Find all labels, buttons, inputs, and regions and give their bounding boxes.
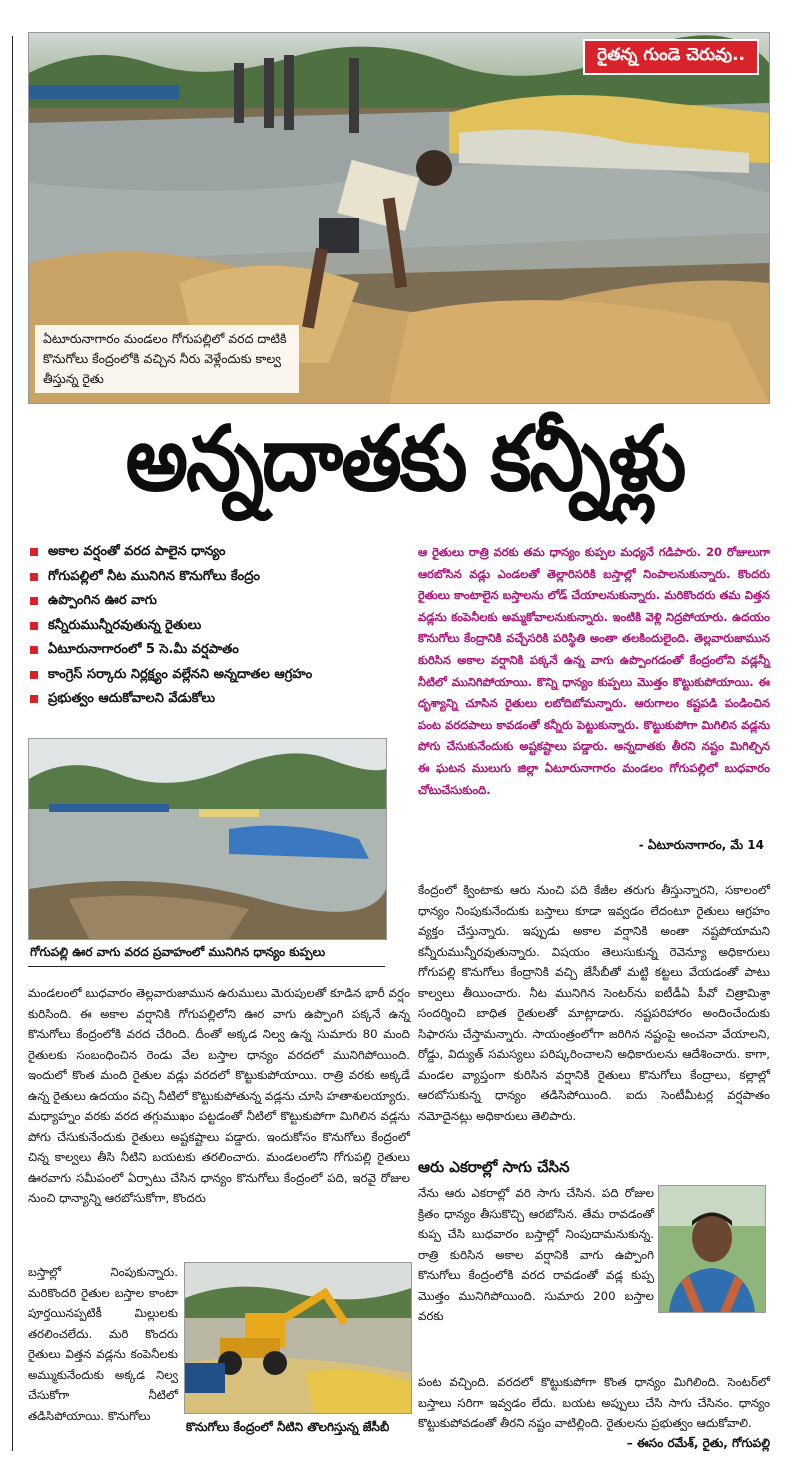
farmer-quote-heading: ఆరు ఎకరాల్లో సాగు చేసిన	[418, 1158, 570, 1176]
highlight-item: ఉప్పొంగిన ఊర వాగు	[28, 589, 413, 614]
top-photo	[28, 32, 770, 404]
highlight-item: అకాల వర్షంతో వరద పాలైన ధాన్యం	[28, 540, 413, 565]
flood-photo-caption: గోగుపల్లి ఊర వాగు వరద ప్రవాహంలో మునిగిన ధాన్యం కుప్పలు	[30, 945, 326, 959]
farmer-signature: – ఈసం రమేశ్, రైతు, గోగుపల్లి	[626, 1436, 770, 1450]
body-paragraph-left: మండలంలో బుధవారం తెల్లవారుజామున ఉరుములు మెరుపులతో కూడిన భారీ వర్షం కురిసింది. ఈ అకాల వర్షానికి గోగుపల్లిలోని ఊర వాగు ఉప్పొంగి పక్కనే ఉన్న కొనుగోలు కేంద్రంలోకి వరద చేరింది. దీంతో అక్కడ నిల్వ ఉన్న సుమారు 80 మంది రైతులకు సంబంధించిన రెండు వేల బస్తాల ధాన్యం వరదలో మునిగిపోయింది. ఇందులో కొంత మంది రైతుల వడ్లు వరదలో కొట్టుకుపోయాయి. రాత్రి వరకు అక్కడే ఉన్న రైతులు ఉదయం వచ్చి నీటిలో కొట్టుకుపోతున్న వడ్లను చూసి హతాశులయ్యారు. మధ్యాహ్నం వరకు వరద తగ్గుముఖం పట్టడంతో నీటిలో కొట్టుకుపోగా మిగిలిన వడ్లను పోగు చేసుకునేందుకు రైతులు అష్టకష్టాలు పడ్డారు. ఇందుకోసం కొనుగోలు కేంద్రంలో చిన్న కాల్వలు తీసి నీటిని బయటకు తరలించారు. మండలంలోని గోగుపల్లి రైతులు ఊరవాగు సమీపంలో ఏర్పాటు చేసిన ధాన్యం కొనుగోలు కేంద్రంలో పది, ఇరవై రోజుల నుంచి ధాన్యాన్ని ఆరబోసుకోగా, కొందరు	[28, 986, 410, 1205]
jcb-clearing-water-image	[185, 1263, 411, 1413]
dateline: - ఏటూరునాగారం, మే 14	[638, 838, 764, 852]
farmer-portrait	[658, 1185, 766, 1313]
top-photo-caption: ఏటూరునాగారం మండలం గోగుపల్లిలో వరద దాటికి కొనుగోలు కేంద్రంలోకి వచ్చిన నీరు వెళ్లేందుకు కాల్వ తీస్తున్న రైతు	[35, 325, 299, 393]
jcb-photo-caption: కొనుగోలు కేంద్రంలో నీటిని తొలగిస్తున్న జేసీబీ	[186, 1420, 390, 1434]
jcb-photo	[184, 1262, 412, 1414]
flood-photo	[28, 738, 387, 940]
highlight-item: కన్నీరుమున్నీరవుతున్న రైతులు	[28, 614, 413, 639]
highlight-item: ప్రభుత్వం ఆదుకోవాలని వేడుకోలు	[28, 687, 413, 712]
page-headline: అన్నదాతకు కన్నీళ్లు	[125, 406, 685, 512]
flooded-paddy-heaps-image	[29, 739, 386, 939]
intro-paragraph: ఆ రైతులు రాత్రి వరకు తమ ధాన్యం కుప్పల మధ్యనే గడిపారు. 20 రోజులుగా ఆరబోసిన వడ్లు ఎండలతో తెల్లారిసరికి బస్తాల్లో నింపాలనుకున్నారు. కొందరు రైతులు కాంటాలైన బస్తాలను లోడ్ చేయాలనుకున్నారు. మరికొందరు తమ విత్తన వడ్లను కంపెనీలకు అమ్మకోవాలనుకున్నారు. ఇంటికి వెళ్లి నిద్రపోయారు. ఉదయం కొనుగోలు కేంద్రానికి వచ్చేసరికి పరిస్థితి అంతా తలకిందులైంది. తెల్లవారుజామున కురిసిన అకాల వర్షానికి పక్కనే ఉన్న వాగు ఉప్పొంగడంతో కేంద్రంలోని వడ్లన్నీ నీటిలో మునిగిపోయాయి. కొన్ని ధాన్యం కుప్పలు మొత్తం కొట్టుకుపోయాయి. ఈ దృశ్యాన్ని చూసిన రైతులు లబోదిబోమన్నారు. ఆరుగాలం కష్టపడి పండించిన పంట వరదపాలు కావడంతో కన్నీరు పెట్టుకున్నారు. కొట్టుకుపోగా మిగిలిన వడ్లను పోగు చేసుకునేందుకు అష్టకష్టాలు పడ్డారు. అన్నదాతకు తీరని నష్టం మిగిల్చిన ఈ ఘటన ములుగు జిల్లా ఏటూరునాగారం మండలం గోగుపల్లిలో బుధవారం చోటుచేసుకుంది.	[418, 545, 770, 797]
highlight-item: ఏటూరునాగారంలో 5 సె.మీ వర్షపాతం	[28, 638, 413, 663]
highlights-list	[28, 540, 413, 712]
farmer-quote-continued: పంట వచ్చింది. వరదలో కొట్టుకుపోగా కొంత ధాన్యం మిగిలింది. సెంటర్‌లో బస్తాలు సరిగా ఇవ్వడం లేదు. బయట అప్పులు చేసి సాగు చేసినం. ధాన్యం కొట్టుకుపోవడంతో తీరని నష్టం వాటిల్లింది. రైతులను ప్రభుత్వం ఆదుకోవాలి.	[418, 1375, 770, 1430]
body-paragraph-left-continued: బస్తాల్లో నింపుకున్నారు. మరికొందరి రైతుల బస్తాల కాంటా పూర్తయినప్పటికీ మిల్లులకు తరలించలేదు. మరి కొందరు రైతులు విత్తన వడ్లను కంపెనీలకు అమ్ముకునేందుకు అక్కడ నిల్వ చేసుకోగా నీటిలో తడిసిపోయాయి. కొనుగోలు	[28, 1265, 178, 1423]
body-paragraph-right: కేంద్రంలో క్వింటాకు ఆరు నుంచి పది కేజీల తరుగు తీస్తున్నారని, సకాలంలో ధాన్యం నింపుకునేందుకు బస్తాలు కూడా ఇవ్వడం లేదంటూ రైతులు ఆగ్రహం వ్యక్తం చేస్తున్నారు. ఇప్పుడు అకాల వర్షానికి అంతా నష్టపోయామని కన్నీరుమున్నీరవుతున్నారు. విషయం తెలుసుకున్న రెవెన్యూ అధికారులు గోగుపల్లి కొనుగోలు కేంద్రానికి వచ్చి జేసీబీతో మట్టి కట్టలు వేయడంతో పాటు కాల్వలు తీయించారు. నీట మునిగిన సెంటర్‌ను ఐటీడీఏ పీవో చిత్రామిశ్రా సందర్శించి బాధిత రైతులతో మాట్లాడారు. నష్టపరిహారం అందించేందుకు సిఫారసు చేస్తామన్నారు. సాయంత్రంలోగా జరిగిన నష్టంపై అంచనా వేయాలని, రోడ్డు, విద్యుత్ సమస్యలు పరిష్కరించాలని అధికారులను ఆదేశించారు. కాగా, మండల వ్యాప్తంగా కురిసిన వర్షానికి రైతులు కొనుగోలు కేంద్రాలు, కల్లాల్లో ఆరబోసుకున్న ధాన్యం తడిసిపోయింది. ఐదు సెంటీమీటర్ల వర్షపాతం నమోదైనట్లు అధికారులు తెలిపారు.	[418, 883, 770, 1123]
farmer-quote: నేను ఆరు ఎకరాల్లో వరి సాగు చేసిన. పది రోజుల క్రితం ధాన్యం తీసుకొచ్చి ఆరబోసిన. తేమ రావడంతో కుప్ప చేసి బుధవారం బస్తాల్లో నింపుదామనుకున్న. రాత్రి కురిసిన అకాల వర్షానికి వాగు ఉప్పొంగి కొనుగోలు కేంద్రంలోకి వరద రావడంతో వడ్ల కుప్ప మొత్తం మునిగిపోయింది. సుమారు 200 బస్తాల వరకు	[418, 1186, 654, 1323]
caption-underline	[28, 966, 385, 967]
farmer-portrait-image	[659, 1186, 765, 1312]
highlight-item: గోగుపల్లిలో నీట మునిగిన కొనుగోలు కేంద్రం	[28, 565, 413, 590]
highlight-item: కాంగ్రెస్ సర్కారు నిర్లక్ష్యం వల్లేనని అన్నదాతల ఆగ్రహం	[28, 663, 413, 688]
story-tag: రైతన్న గుండె చెరువు..	[583, 39, 759, 75]
left-margin-rule	[12, 36, 13, 1451]
